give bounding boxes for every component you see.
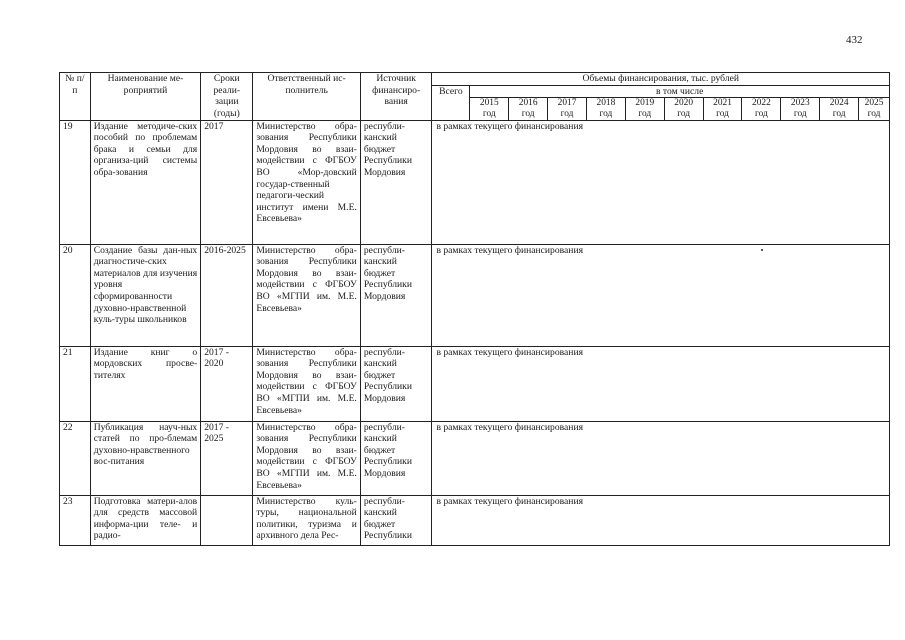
header-responsible: Ответственный ис-полнитель [253, 73, 360, 121]
row-name: Публикация науч-ных статей по про-блемам духовно-нравственного вос-питания [90, 421, 201, 495]
header-year-suffix: год [703, 109, 742, 120]
header-year-suffix: год [820, 109, 859, 120]
row-num: 21 [60, 346, 91, 421]
header-source: Источник финансиро-вания [360, 73, 432, 121]
row-num: 23 [60, 495, 91, 545]
row-source: республи-канский бюджет Республики Мордовия [360, 120, 432, 244]
header-year-suffix: год [625, 109, 664, 120]
header-year: 2021 [703, 98, 742, 110]
row-responsible: Министерство обра-зования Республики Мордовия во взаи-модействии с ФГБОУ ВО «МГПИ им. М.Е. Евсевьева» [253, 421, 360, 495]
header-num: № п/п [60, 73, 91, 121]
row-term: 2017 [201, 120, 253, 244]
header-year-suffix: год [586, 109, 625, 120]
row-responsible: Министерство куль-туры, национальной политики, туризма и архивного дела Рес- [253, 495, 360, 545]
row-name: Подготовка матери-алов для средств массовой информа-ции теле- и радио- [90, 495, 201, 545]
header-year-suffix: год [664, 109, 703, 120]
row-responsible: Министерство обра-зования Республики Мордовия во взаи-модействии с ФГБОУ ВО «МГПИ им. М.Е. Евсевьева» [253, 244, 360, 346]
header-volumes: Объемы финансирования, тыс. рублей [432, 73, 890, 86]
financing-table [59, 72, 890, 546]
stray-dot [761, 249, 763, 251]
row-name: Издание книг о мордовских просве-тителях [90, 346, 201, 421]
header-year-suffix: год [548, 109, 587, 120]
table-row [60, 346, 890, 421]
row-num: 20 [60, 244, 91, 346]
header-year: 2015 [470, 98, 509, 110]
row-term [201, 495, 253, 545]
header-year: 2017 [548, 98, 587, 110]
row-term: 2017 - 2020 [201, 346, 253, 421]
row-responsible: Министерство обра-зования Республики Мордовия во взаи-модействии с ФГБОУ ВО «МГПИ им. М.Е. Евсевьева» [253, 346, 360, 421]
header-year: 2025 [859, 98, 890, 110]
header-year-suffix: год [470, 109, 509, 120]
header-year-suffix: год [781, 109, 820, 120]
header-year: 2020 [664, 98, 703, 110]
row-source: республи-канский бюджет Республики Мордовия [360, 346, 432, 421]
row-financing: в рамках текущего финансирования [432, 495, 890, 545]
row-term: 2016-2025 [201, 244, 253, 346]
page-number: 432 [846, 34, 863, 46]
row-source: республи-канский бюджет Республики Мордовия [360, 244, 432, 346]
header-total: Всего [432, 85, 470, 120]
row-source: республи-канский бюджет Республики [360, 495, 432, 545]
header-year: 2016 [509, 98, 548, 110]
row-source: республи-канский бюджет Республики Мордовия [360, 421, 432, 495]
header-year: 2023 [781, 98, 820, 110]
header-name: Наименование ме-роприятий [90, 73, 201, 121]
header-including: в том числе [470, 85, 890, 98]
header-term: Сроки реали-зации (годы) [201, 73, 253, 121]
row-financing: в рамках текущего финансирования [432, 346, 890, 421]
row-responsible: Министерство обра-зования Республики Мордовия во взаи-модействии с ФГБОУ ВО «Мор-довский государ-ственный педагоги-ческий институт имени М.Е. Евсевьева» [253, 120, 360, 244]
row-name: Создание базы дан-ных диагностиче-ских материалов для изучения уровня сформированности духовно-нравственной куль-туры школьников [90, 244, 201, 346]
table-row [60, 495, 890, 545]
header-year: 2024 [820, 98, 859, 110]
table-row [60, 421, 890, 495]
row-num: 22 [60, 421, 91, 495]
table-row [60, 244, 890, 346]
row-num: 19 [60, 120, 91, 244]
row-term: 2017 - 2025 [201, 421, 253, 495]
header-year-suffix: год [509, 109, 548, 120]
header-year-suffix: год [742, 109, 781, 120]
row-financing: в рамках текущего финансирования [432, 421, 890, 495]
header-year: 2019 [625, 98, 664, 110]
header-year: 2022 [742, 98, 781, 110]
header-year-suffix: год [859, 109, 890, 120]
row-financing: в рамках текущего финансирования [436, 244, 583, 256]
row-financing: в рамках текущего финансирования [432, 120, 890, 244]
row-name: Издание методиче-ских пособий по проблемам брака и семьи для организа-ций системы обра-зования [90, 120, 201, 244]
header-year: 2018 [586, 98, 625, 110]
row-financing-cell [432, 244, 890, 346]
table-row [60, 120, 890, 244]
